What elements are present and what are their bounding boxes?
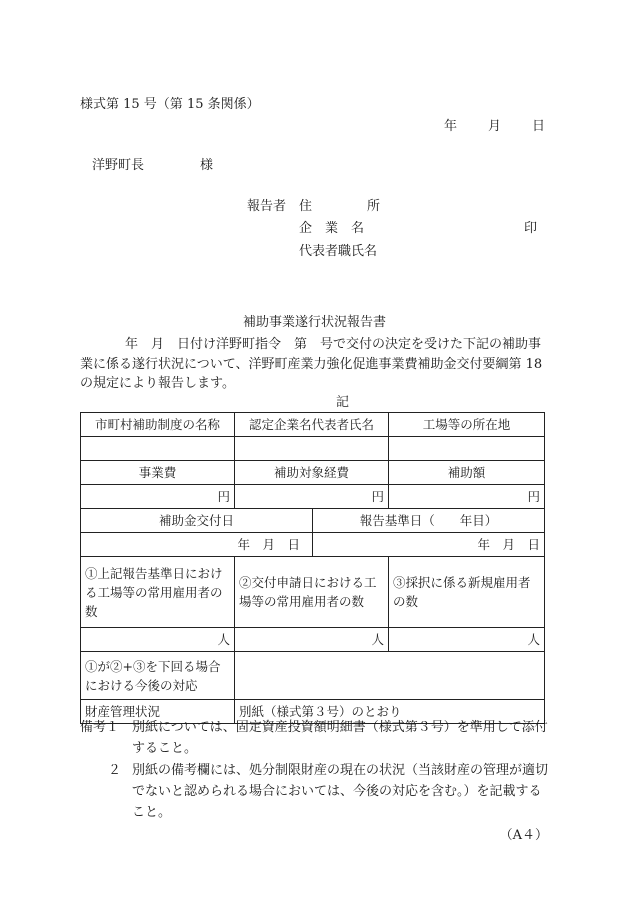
table-row [81,485,545,509]
table-row [81,509,545,533]
subsidy-amount-cell[interactable]: 円 [389,485,545,509]
employees-base-label: ①上記報告基準日における工場等の常用雇用者の数 [81,557,235,628]
note-2-text: 別紙の備考欄には、処分制限財産の現在の状況（当該財産の管理が適切でないと認められる場合においては、今後の対応を含む。）を記載すること。 [132,763,549,820]
header-factory-location: 工場等の所在地 [389,413,545,437]
header-report-base-date: 報告基準日（ 年目） [313,509,545,533]
new-hires-label: ③採択に係る新規雇用者の数 [389,557,545,628]
header-company-rep: 認定企業名代表者氏名 [235,413,389,437]
table-row [81,628,545,652]
employees-application-label: ②交付申請日における工場等の常用雇用者の数 [235,557,389,628]
table-row [81,461,545,485]
report-base-date-cell[interactable]: 年 月 日 [313,533,545,557]
paper-size: （A４） [499,828,548,843]
property-status-label: 財産管理状況 [81,700,235,724]
reporter-address-label-2: 所 [367,199,381,214]
property-status-value: 別紙（様式第３号）のとおり [235,700,545,724]
ki-mark: 記 [336,395,350,410]
note-2-label: ２ [108,763,122,778]
reporter-company-label: 企 業 名 [299,221,365,236]
header-grant-date: 補助金交付日 [81,509,313,533]
header-subsidy-amount: 補助額 [389,461,545,485]
addressee [92,158,214,173]
header-program-name: 市町村補助制度の名称 [81,413,235,437]
table-row [81,557,545,628]
notes [80,717,550,823]
report-table [80,412,545,724]
addressee-name: 洋野町長 [92,158,145,173]
document-title: 補助事業遂行状況報告書 [243,315,387,330]
table-row [81,437,545,461]
date-day: 日 [532,119,546,134]
table-row [81,652,545,700]
employees-base-cell[interactable]: 人 [81,628,235,652]
note-2 [80,760,550,823]
note-label: 備考１ [80,720,120,735]
grant-date-cell[interactable]: 年 月 日 [81,533,313,557]
project-cost-cell[interactable]: 円 [81,485,235,509]
header-project-cost: 事業費 [81,461,235,485]
seal-mark: 印 [524,221,538,236]
date-year: 年 [444,119,458,134]
reporter-address-label: 住 [299,199,313,214]
future-action-cell[interactable] [235,652,545,700]
note-1 [80,717,550,759]
future-action-label: ①が②+③を下回る場合における今後の対応 [81,652,235,700]
reporter-label: 報告者 [247,199,287,214]
body-line-3: の規定により報告します。 [80,376,235,391]
representative-label: 代表者職氏名 [299,244,378,259]
addressee-honorific: 様 [200,158,214,173]
table-row [81,533,545,557]
form-number: 様式第 15 号（第 15 条関係） [80,97,260,112]
body-line-1: 年 月 日付け洋野町指令 第 号で交付の決定を受けた下記の補助事 [125,337,542,352]
header-eligible-cost: 補助対象経費 [235,461,389,485]
date-month: 月 [488,119,502,134]
eligible-cost-cell[interactable]: 円 [235,485,389,509]
factory-location-cell[interactable] [389,437,545,461]
body-text [80,335,546,394]
company-rep-cell[interactable] [235,437,389,461]
new-hires-cell[interactable]: 人 [389,628,545,652]
table-row [81,413,545,437]
employees-application-cell[interactable]: 人 [235,628,389,652]
body-line-2: 業に係る遂行状況について、洋野町産業力強化促進事業費補助金交付要綱第 18 [80,356,543,372]
date-line [444,120,545,133]
note-1-text: 別紙については、固定資産投資額明細書（様式第３号）を準用して添付すること。 [132,720,548,756]
program-name-cell[interactable] [81,437,235,461]
